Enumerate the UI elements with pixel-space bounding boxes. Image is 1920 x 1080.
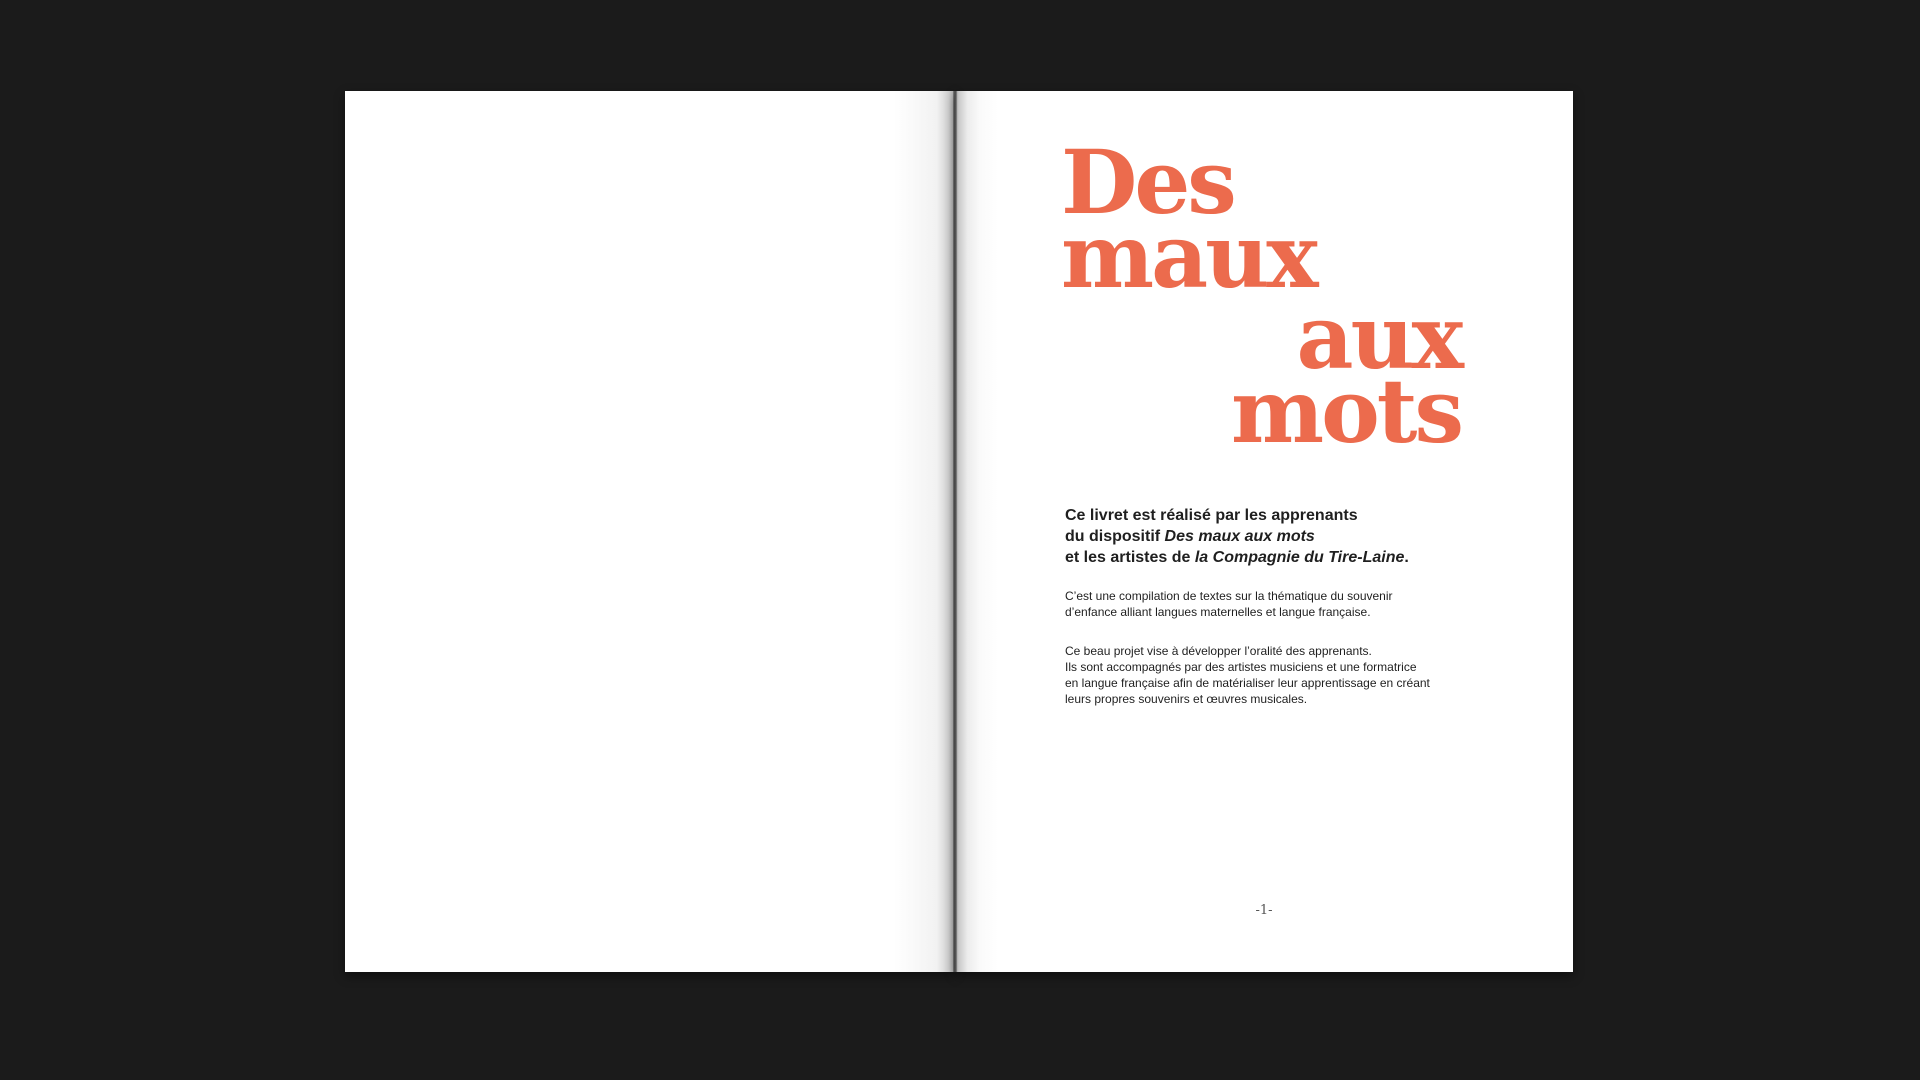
intro-line-3-prefix: et les artistes de [1065,549,1195,566]
intro-line-3 [1065,547,1485,568]
paragraph-line: C’est une compilation de textes sur la thématique du souvenir [1065,589,1393,603]
paragraph-line: leurs propres souvenirs et œuvres musicales. [1065,692,1308,706]
paragraph-line: Ce beau projet vise à développer l’oralité des apprenants. [1065,644,1372,658]
intro-line-2 [1065,526,1485,547]
intro-paragraph [1065,505,1485,568]
open-booklet-spread [345,91,1573,972]
page-number: -1- [1255,903,1273,918]
title-des-maux [1061,130,1316,308]
right-page [955,91,1573,972]
paragraph-project [1065,643,1485,707]
paragraph-line: Ils sont accompagnés par des artistes musiciens et une formatrice [1065,660,1417,674]
title-line-des: Des [1061,130,1234,234]
title-line-aux: aux [1296,285,1461,389]
intro-line-3-suffix: . [1404,549,1409,566]
book-gutter [953,91,957,972]
intro-line-3-italic: la Compagnie du Tire-Laine [1194,549,1405,566]
left-page-blank [345,91,955,972]
paragraph-compilation [1065,588,1485,620]
intro-line-2-prefix: du dispositif [1065,528,1165,545]
intro-line-1: Ce livret est réalisé par les apprenants [1065,507,1358,524]
title-aux-mots [1231,285,1461,463]
paragraph-line: en langue française afin de matérialiser leur apprentissage en créant [1065,676,1430,690]
title-line-maux: maux [1061,204,1316,308]
paragraph-line: d’enfance alliant langues maternelles et langue française. [1065,605,1371,619]
intro-line-2-italic: Des maux aux mots [1164,528,1315,545]
title-line-mots: mots [1231,359,1461,463]
